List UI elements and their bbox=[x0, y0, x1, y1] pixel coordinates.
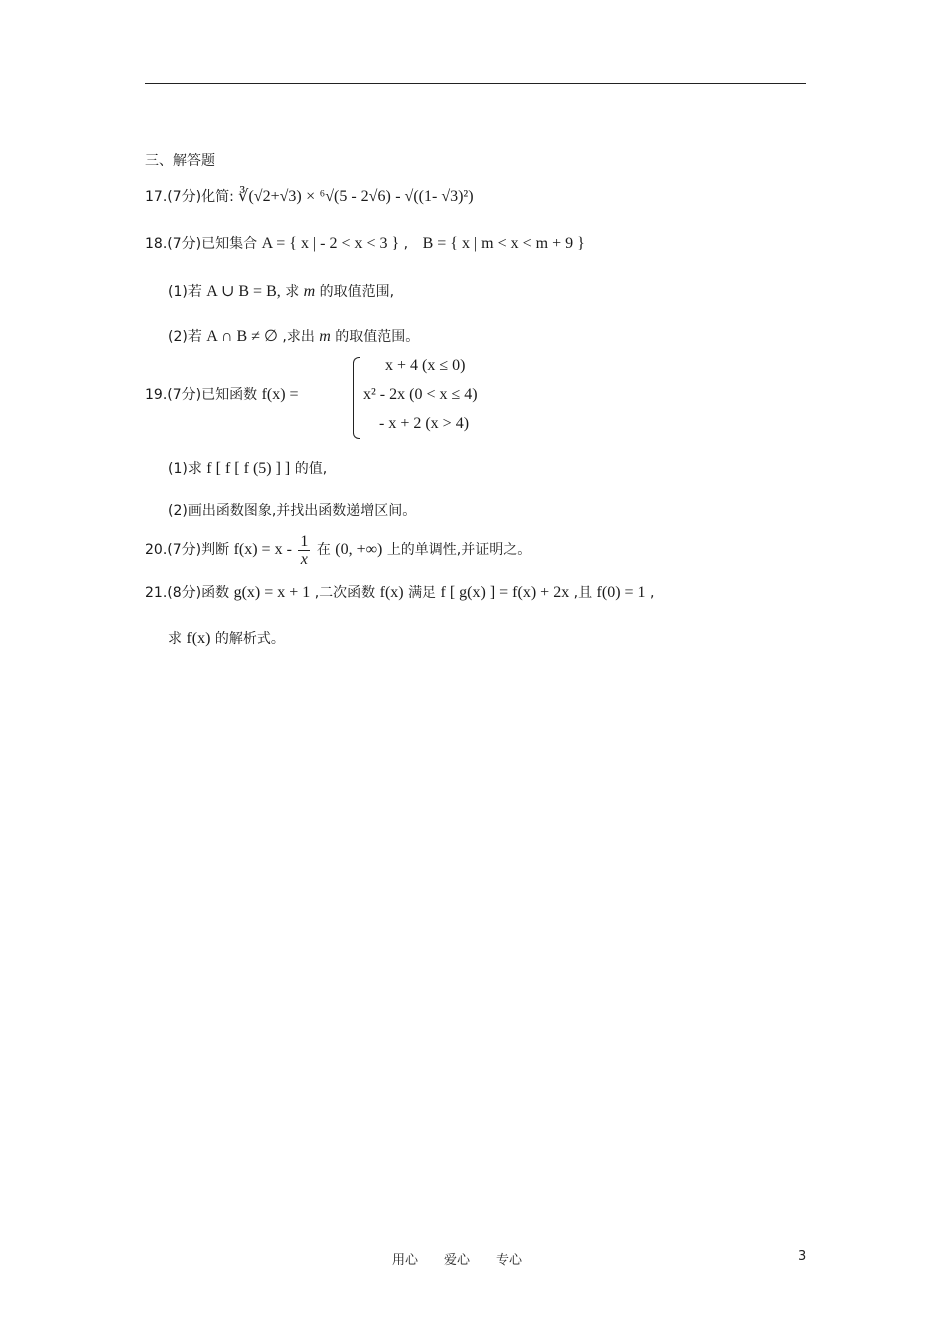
q19-case-3: - x + 2 (x > 4) bbox=[379, 415, 470, 432]
q18-part2-label: (2)若 bbox=[168, 329, 202, 345]
q17-expr-a: ∛(√2+√3) bbox=[238, 188, 302, 205]
q19-part1-expr: f [ f [ f (5) ] ] bbox=[206, 460, 291, 477]
q19-fx: f(x) = bbox=[261, 386, 299, 403]
q21-fx: f(x) bbox=[379, 584, 404, 601]
question-19 bbox=[145, 353, 545, 443]
question-18 bbox=[145, 234, 585, 254]
q20-expr: f(x) = x - bbox=[233, 541, 292, 558]
q21-comma: , bbox=[650, 585, 655, 601]
question-19-part-1 bbox=[168, 459, 327, 479]
q21-prefix: 21.(8分)函数 bbox=[145, 585, 230, 601]
q17-expr-b: ⁶√(5 - 2√6) bbox=[319, 188, 391, 205]
q18-sep: , bbox=[403, 236, 409, 252]
q18-set-a: A = { x | - 2 < x < 3 } bbox=[261, 235, 400, 252]
question-17 bbox=[145, 187, 474, 207]
header-rule bbox=[145, 83, 806, 84]
q18-part1-label: (1)若 bbox=[168, 284, 202, 300]
q21-mid2: 满足 bbox=[408, 585, 437, 601]
section-title: 三、解答题 bbox=[145, 153, 215, 169]
q18-part2-mid: ,求出 bbox=[282, 329, 315, 345]
q20-frac-num: 1 bbox=[300, 532, 309, 550]
question-21-line-2 bbox=[168, 629, 285, 649]
q18-part1-tail-b: 的取值范围, bbox=[319, 284, 395, 300]
q19-part1-label: (1)求 bbox=[168, 461, 202, 477]
q20-mid: 在 bbox=[316, 542, 331, 558]
q21-mid3: ,且 bbox=[573, 585, 593, 601]
q19-prefix: 19.(7分)已知函数 bbox=[145, 387, 258, 403]
q20-frac-den: x bbox=[300, 550, 308, 568]
q17-prefix: 17.(7分)化简: bbox=[145, 189, 234, 205]
q21-line2-fx: f(x) bbox=[186, 630, 211, 647]
q21-gx: g(x) = x + 1 bbox=[233, 584, 311, 601]
q20-fraction bbox=[298, 533, 310, 568]
footer-slogan: 用心 爱心 专心 bbox=[392, 1253, 523, 1268]
question-20 bbox=[145, 530, 531, 570]
q19-part1-tail: 的值, bbox=[294, 461, 328, 477]
question-21 bbox=[145, 583, 654, 603]
q17-minus: - bbox=[395, 188, 405, 205]
q21-cond: f [ g(x) ] = f(x) + 2x bbox=[440, 584, 570, 601]
q19-header bbox=[145, 385, 299, 405]
q18-set-b: B = { x | m < x < m + 9 } bbox=[422, 235, 585, 252]
q21-line2-a: 求 bbox=[168, 631, 182, 647]
page-number: 3 bbox=[798, 1249, 807, 1264]
q21-mid1: ,二次函数 bbox=[314, 585, 376, 601]
q20-prefix: 20.(7分)判断 bbox=[145, 542, 230, 558]
q18-prefix: 18.(7分)已知集合 bbox=[145, 236, 258, 252]
question-19-part-2: (2)画出函数图象,并找出函数递增区间。 bbox=[168, 503, 417, 519]
q18-part2-var: m bbox=[319, 328, 331, 345]
q20-interval: (0, +∞) bbox=[335, 541, 383, 558]
q18-part1-var: m bbox=[303, 283, 316, 300]
q21-line2-b: 的解析式。 bbox=[214, 631, 285, 647]
question-18-part-1 bbox=[168, 282, 394, 302]
q18-part1-tail-a: 求 bbox=[285, 284, 300, 300]
q19-case-1: x + 4 (x ≤ 0) bbox=[385, 357, 466, 374]
q18-part2-expr: A ∩ B ≠ ∅ bbox=[206, 328, 278, 345]
q19-brace bbox=[353, 357, 360, 439]
q18-part2-tail: 的取值范围。 bbox=[335, 329, 420, 345]
q17-expr-c: √((1- √3)²) bbox=[404, 188, 474, 205]
question-18-part-2 bbox=[168, 327, 419, 347]
q21-init: f(0) = 1 bbox=[596, 584, 646, 601]
q17-times: × bbox=[306, 188, 316, 205]
q19-case-2: x² - 2x (0 < x ≤ 4) bbox=[363, 386, 478, 403]
q18-part1-expr: A ∪ B = B, bbox=[206, 283, 281, 300]
q20-tail: 上的单调性,并证明之。 bbox=[386, 542, 532, 558]
